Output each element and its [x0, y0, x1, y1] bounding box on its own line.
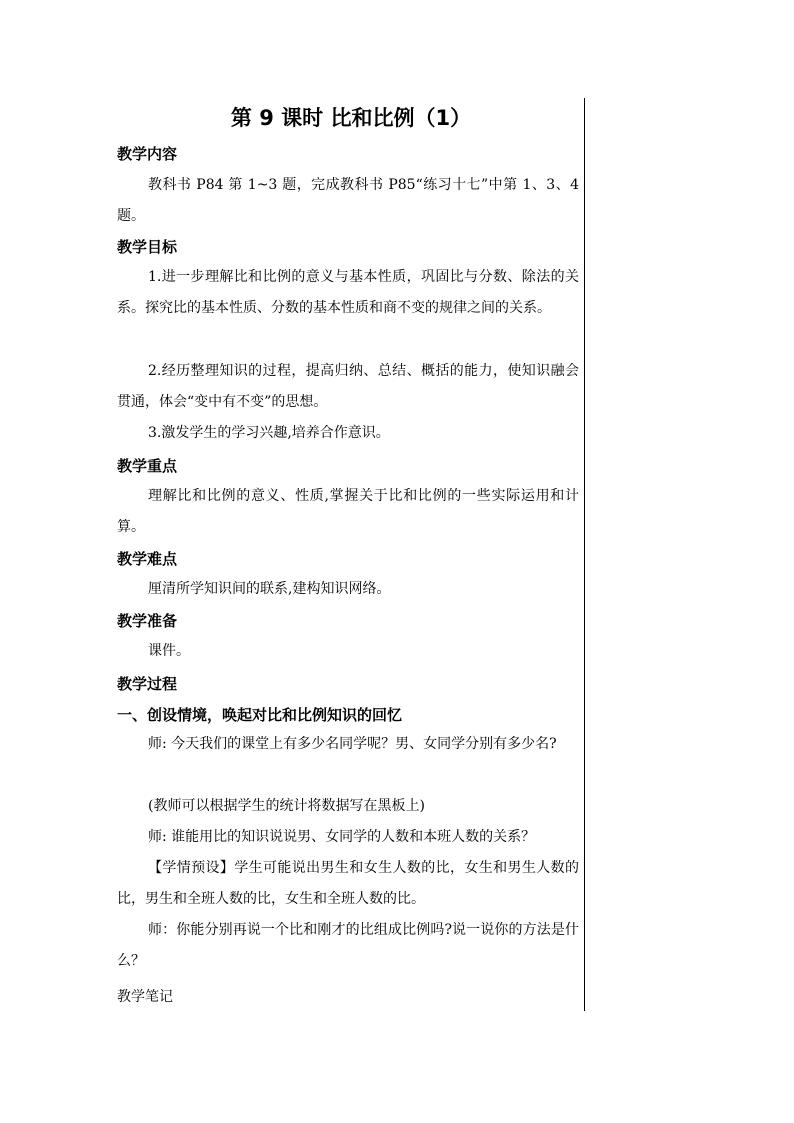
content-text: 教科书 P84 第 1~3 题，完成教科书 P85“练习十七”中第 1、3、4 题。: [117, 177, 579, 224]
key-points-text: 理解比和比例的意义、性质,掌握关于比和比例的一些实际运用和计算。: [117, 488, 579, 535]
section-heading-process: 教学过程: [117, 675, 178, 693]
section-heading-key-points: 教学重点: [117, 457, 178, 475]
difficulties-text: 厘清所学知识间的联系,建构知识网络。: [148, 581, 391, 597]
margin-rule-line: [584, 98, 585, 1011]
process-paragraph-5: 师：你能分别再说一个比和刚才的比组成比例吗?说一说你的方法是什么？: [117, 922, 579, 969]
lesson-title: 第 9 课时 比和比例（1）: [230, 106, 472, 130]
process-paragraph-3: 师: 谁能用比的知识说说男、女同学的人数和本班人数的关系？: [148, 829, 536, 845]
preparation-text: 课件。: [148, 643, 190, 659]
teaching-notes-label: 教学笔记: [117, 989, 173, 1005]
goal-item-3: 3.激发学生的学习兴趣,培养合作意识。: [148, 425, 390, 441]
process-paragraph-2: (教师可以根据学生的统计将数据写在黑板上): [148, 798, 425, 814]
section-heading-difficulties: 教学难点: [117, 550, 178, 568]
section-heading-preparation: 教学准备: [117, 612, 178, 630]
process-paragraph-1: 师: 今天我们的课堂上有多少名同学呢？男、女同学分别有多少名?: [148, 736, 557, 752]
section-heading-content: 教学内容: [117, 145, 178, 163]
goal-item-2: 2.经历整理知识的过程，提高归纳、总结、概括的能力，使知识融会贯通，体会“变中有不变”的思想。: [117, 363, 579, 410]
goal-item-1: 1.进一步理解比和比例的意义与基本性质，巩固比与分数、除法的关系。探究比的基本性质、分数的基本性质和商不变的规律之间的关系。: [117, 269, 579, 316]
section-heading-goals: 教学目标: [117, 238, 178, 256]
process-step-heading: 一、创设情境，唤起对比和比例知识的回忆: [117, 706, 403, 724]
process-paragraph-4: 【学情预设】学生可能说出男生和女生人数的比，女生和男生人数的比，男生和全班人数的比，女生和全班人数的比。: [117, 860, 579, 907]
